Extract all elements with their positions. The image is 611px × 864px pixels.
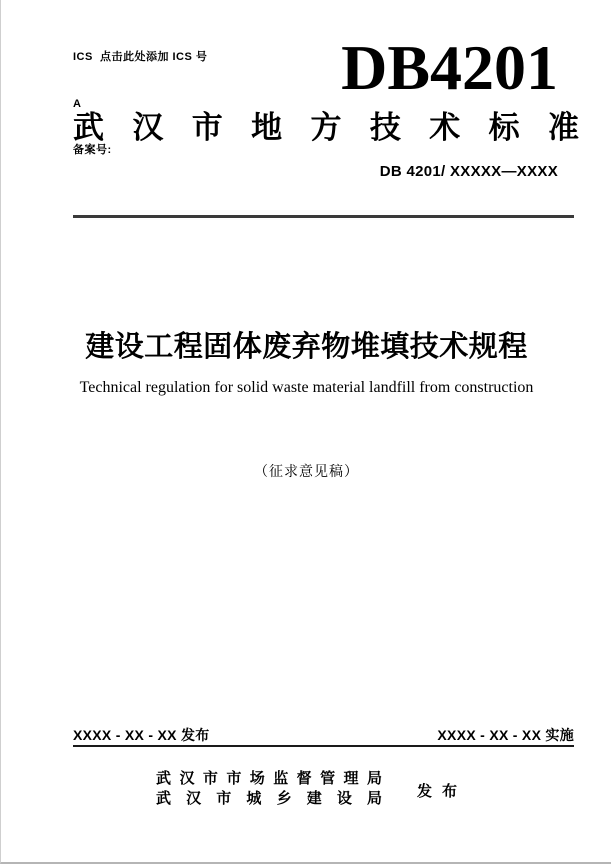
standard-code-large: DB4201 xyxy=(341,32,558,103)
record-number-label: 备案号: xyxy=(73,144,112,156)
issue-date: XXXX - XX - XX 发布 xyxy=(73,727,210,743)
standard-number: DB 4201/ XXXXX—XXXX xyxy=(379,163,558,180)
header-divider-line xyxy=(73,215,574,218)
dates-row xyxy=(73,725,574,745)
implement-date: XXXX - XX - XX 实施 xyxy=(437,727,574,743)
draft-status-note: （征求意见稿） xyxy=(254,465,359,480)
publishers-block xyxy=(156,769,382,809)
ics-placeholder[interactable]: ICS 点击此处添加 ICS 号 xyxy=(73,51,208,63)
standard-type-heading: 武汉市地方技术标准 xyxy=(73,110,579,145)
document-title-en: Technical regulation for solid waste material landfill from construction xyxy=(79,379,534,396)
ics-class-code: A xyxy=(73,97,82,110)
document-title-cn: 建设工程固体废弃物堆填技术规程 xyxy=(85,331,528,363)
ics-block xyxy=(73,19,207,190)
publisher-line-2: 武汉市城乡建设局 xyxy=(156,790,382,807)
publish-label: 发布 xyxy=(417,783,468,800)
publisher-line-1: 武汉市市场监督管理局 xyxy=(156,770,382,787)
footer-divider-line xyxy=(73,745,574,747)
